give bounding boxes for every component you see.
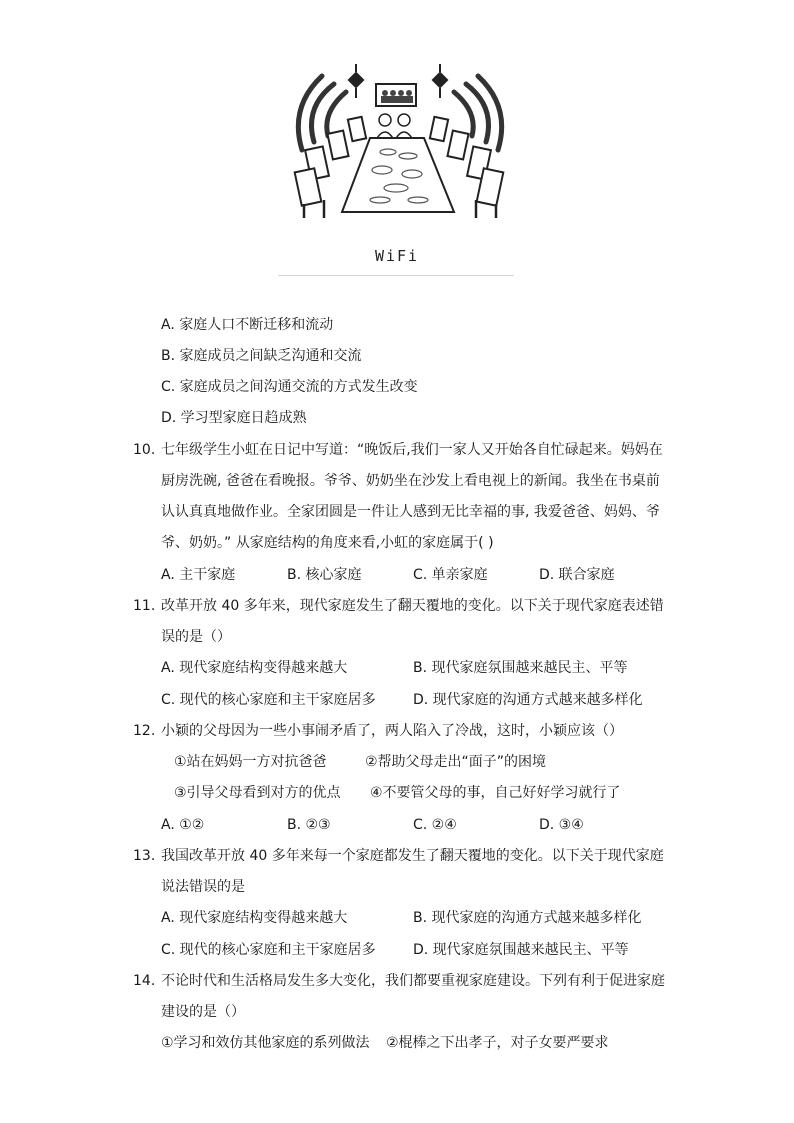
grandparents-icon — [376, 114, 413, 140]
q13-number: 13. — [133, 848, 156, 864]
q13-stem-line-1: 我国改革开放 40 多年来每一个家庭都发生了翻天覆地的变化。以下关于现代家庭 — [161, 848, 664, 864]
q12-option-b: B. ②③ — [287, 817, 331, 833]
q14-stem-line-1: 不论时代和生活格局发生多大变化，我们都要重视家庭建设。下列有利于促进家庭 — [161, 973, 665, 989]
q12-number: 12. — [133, 723, 156, 739]
q11-stem-line-2: 误的是（） — [161, 629, 231, 645]
q12-option-d: D. ③④ — [539, 817, 584, 833]
ornament-right-icon — [432, 64, 449, 98]
q14-statement-1: ①学习和效仿其他家庭的系列做法 — [161, 1035, 370, 1051]
q10-stem-line-4: 爷、奶奶。” 从家庭结构的角度来看,小虹的家庭属于( ) — [161, 535, 494, 551]
q10-option-d: D. 联合家庭 — [539, 567, 615, 583]
q14-stem-line-2: 建设的是（） — [161, 1004, 245, 1020]
q12-statement-2: ②帮助父母走出“面子”的困境 — [365, 754, 547, 770]
q13-option-c: C. 现代的核心家庭和主干家庭居多 — [161, 942, 376, 958]
q10-option-a: A. 主干家庭 — [161, 567, 236, 583]
q14-statement-2: ②棍棒之下出孝子，对子女要严要求 — [386, 1035, 609, 1051]
q12-option-a: A. ①② — [161, 817, 205, 833]
q13-option-d: D. 现代家庭氛围越来越民主、平等 — [413, 942, 629, 958]
q11-stem-line-1: 改革开放 40 多年来，现代家庭发生了翻天覆地的变化。以下关于现代家庭表述错 — [161, 598, 664, 614]
q10-stem-line-1: 七年级学生小虹在日记中写道：“晚饭后,我们一家人又开始各自忙碌起来。妈妈在 — [161, 442, 663, 458]
q9-option-a: A. 家庭人口不断迁移和流动 — [161, 317, 334, 333]
q11-option-d: D. 现代家庭的沟通方式越来越多样化 — [413, 692, 643, 708]
q11-option-c: C. 现代的核心家庭和主干家庭居多 — [161, 692, 376, 708]
q9-option-c: C. 家庭成员之间沟通交流的方式发生改变 — [161, 379, 418, 395]
q11-option-a: A. 现代家庭结构变得越来越大 — [161, 660, 348, 676]
q10-number: 10. — [133, 442, 156, 458]
q14-number: 14. — [133, 973, 156, 989]
ornament-left-icon — [348, 64, 365, 98]
q13-option-b: B. 现代家庭的沟通方式越来越多样化 — [413, 910, 642, 926]
wifi-family-illustration — [284, 62, 516, 222]
q12-stem-line-1: 小颖的父母因为一些小事闹矛盾了，两人陷入了冷战，这时，小颖应该（） — [161, 723, 623, 739]
q12-option-c: C. ②④ — [413, 817, 457, 833]
q12-statement-3: ③引导父母看到对方的优点 — [174, 785, 341, 801]
caption-divider — [278, 275, 514, 276]
q10-stem-line-3: 认认真真地做作业。全家团圆是一件让人感到无比幸福的事, 我爱爸爸、妈妈、爷 — [161, 504, 660, 520]
dining-table-icon — [342, 138, 454, 212]
q13-option-a: A. 现代家庭结构变得越来越大 — [161, 910, 348, 926]
q12-statement-1: ①站在妈妈一方对抗爸爸 — [174, 754, 327, 770]
q11-option-b: B. 现代家庭氛围越来越民主、平等 — [413, 660, 628, 676]
q10-option-b: B. 核心家庭 — [287, 567, 362, 583]
q9-option-d: D. 学习型家庭日趋成熟 — [161, 410, 307, 426]
figure-caption: WiFi — [374, 247, 420, 265]
q12-statement-4: ④不要管父母的事，自己好好学习就行了 — [370, 785, 621, 801]
q10-option-c: C. 单亲家庭 — [413, 567, 488, 583]
q11-number: 11. — [133, 598, 156, 614]
q9-option-b: B. 家庭成员之间缺乏沟通和交流 — [161, 348, 362, 364]
q10-stem-line-2: 厨房洗碗, 爸爸在看晚报。爷爷、奶奶坐在沙发上看电视上的新闻。我坐在书桌前 — [161, 473, 660, 489]
q13-stem-line-2: 说法错误的是 — [161, 879, 245, 895]
